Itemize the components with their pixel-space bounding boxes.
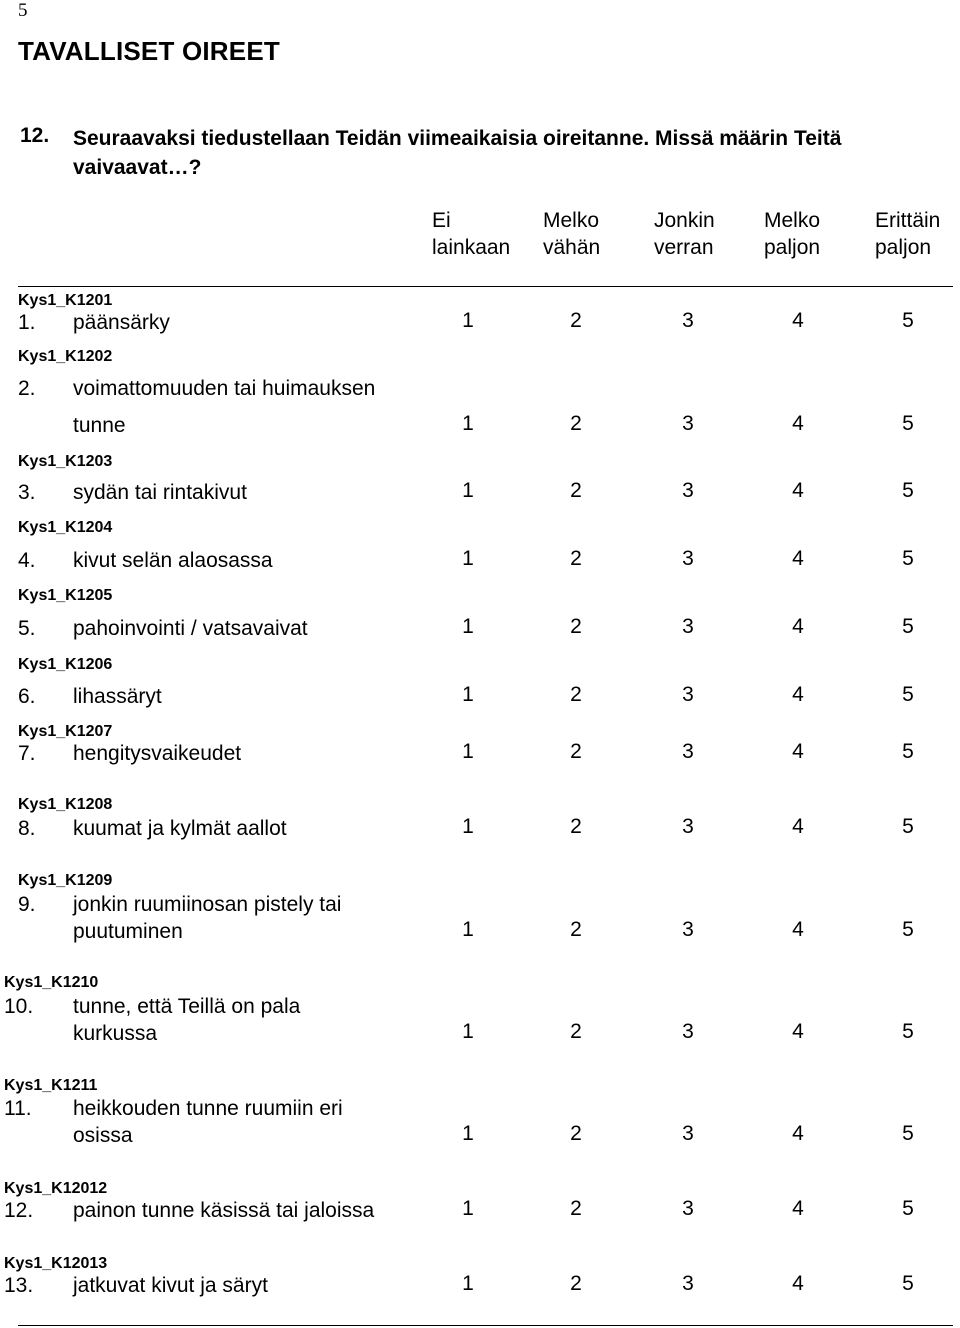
item-text: painon tunne käsissä tai jaloissa [73,1199,375,1222]
bottom-divider [18,1325,953,1326]
option-2[interactable]: 2 [570,918,582,941]
option-5[interactable]: 5 [902,918,914,941]
option-1[interactable]: 1 [462,683,474,706]
option-5[interactable]: 5 [902,1197,914,1220]
item-text: pahoinvointi / vatsavaivat [73,617,308,640]
option-1[interactable]: 1 [462,1122,474,1145]
item-code: Kys1_K1201 [18,292,113,309]
scale-header-line1: Jonkin [654,209,715,232]
item-number: 13. [4,1274,34,1297]
option-1[interactable]: 1 [462,1272,474,1295]
option-2[interactable]: 2 [570,1020,582,1043]
item-code: Kys1_K1207 [18,723,113,740]
option-3[interactable]: 3 [682,1272,694,1295]
item-number: 5. [18,617,36,640]
scale-header-line2: lainkaan [432,236,511,259]
item-code: Kys1_K1205 [18,587,113,604]
item-text: päänsärky [73,311,170,334]
option-3[interactable]: 3 [682,547,694,570]
header-divider [18,286,953,287]
item-text: kurkussa [73,1022,158,1045]
option-1[interactable]: 1 [462,412,474,435]
section-title: TAVALLISET OIREET [18,36,280,66]
option-2[interactable]: 2 [570,683,582,706]
option-1[interactable]: 1 [462,479,474,502]
option-4[interactable]: 4 [792,815,804,838]
item-code: Kys1_K1202 [18,348,113,365]
option-5[interactable]: 5 [902,479,914,502]
option-3[interactable]: 3 [682,815,694,838]
option-3[interactable]: 3 [682,1020,694,1043]
item-text: hengitysvaikeudet [73,742,242,765]
option-4[interactable]: 4 [792,309,804,332]
scale-header-line2: vähän [543,236,601,259]
item-text: puutuminen [73,920,183,943]
option-3[interactable]: 3 [682,479,694,502]
option-5[interactable]: 5 [902,1020,914,1043]
option-2[interactable]: 2 [570,309,582,332]
option-2[interactable]: 2 [570,615,582,638]
item-number: 7. [18,742,36,765]
option-4[interactable]: 4 [792,918,804,941]
item-code: Kys1_K12013 [4,1255,108,1272]
option-2[interactable]: 2 [570,479,582,502]
page-number: 5 [18,0,28,21]
option-2[interactable]: 2 [570,740,582,763]
scale-header-4 [764,207,820,261]
option-3[interactable]: 3 [682,683,694,706]
item-text: kivut selän alaosassa [73,549,273,572]
option-2[interactable]: 2 [570,412,582,435]
question-text: Seuraavaksi tiedustellaan Teidän viimeaikaisia oireitanne. Missä määrin Teitä vaivaavat…? [73,127,842,179]
option-5[interactable]: 5 [902,309,914,332]
item-number: 9. [18,893,36,916]
item-code: Kys1_K1206 [18,656,113,673]
item-code: Kys1_K1208 [18,796,113,813]
option-3[interactable]: 3 [682,740,694,763]
option-1[interactable]: 1 [462,918,474,941]
item-text: osissa [73,1124,133,1147]
option-4[interactable]: 4 [792,740,804,763]
option-4[interactable]: 4 [792,412,804,435]
item-number: 12. [4,1199,34,1222]
item-code: Kys1_K1203 [18,453,113,470]
item-text: tunne, että Teillä on pala [73,995,301,1018]
item-number: 1. [18,311,36,334]
option-1[interactable]: 1 [462,1197,474,1220]
option-1[interactable]: 1 [462,815,474,838]
item-number: 3. [18,481,36,504]
option-2[interactable]: 2 [570,547,582,570]
item-number: 6. [18,685,36,708]
option-2[interactable]: 2 [570,1197,582,1220]
option-5[interactable]: 5 [902,1122,914,1145]
item-text: voimattomuuden tai huimauksen [73,377,376,400]
scale-header-5 [875,207,940,261]
item-number: 11. [4,1097,32,1120]
scale-header-line1: Melko [543,209,600,232]
option-3[interactable]: 3 [682,615,694,638]
item-text: jatkuvat kivut ja säryt [73,1274,268,1297]
item-number: 4. [18,549,36,572]
scale-header-line1: Erittäin [875,209,941,232]
item-code: Kys1_K1204 [18,519,113,536]
option-4[interactable]: 4 [792,1272,804,1295]
item-text: kuumat ja kylmät aallot [73,817,287,840]
option-5[interactable]: 5 [902,683,914,706]
option-5[interactable]: 5 [902,815,914,838]
scale-header-line1: Melko [764,209,821,232]
option-5[interactable]: 5 [902,547,914,570]
option-1[interactable]: 1 [462,615,474,638]
item-text: lihassäryt [73,685,162,708]
scale-header-2 [543,207,600,261]
option-5[interactable]: 5 [902,1272,914,1295]
option-1[interactable]: 1 [462,1020,474,1043]
scale-header-line2: paljon [764,236,821,259]
item-text: heikkouden tunne ruumiin eri [73,1097,343,1120]
item-text: jonkin ruumiinosan pistely tai [73,893,342,916]
item-text: sydän tai rintakivut [73,481,247,504]
option-3[interactable]: 3 [682,1122,694,1145]
item-code: Kys1_K1209 [18,872,113,889]
scale-header-line1: Ei [432,209,451,232]
option-3[interactable]: 3 [682,1197,694,1220]
item-text: tunne [73,414,126,437]
item-code: Kys1_K1211 [4,1077,98,1094]
option-5[interactable]: 5 [902,412,914,435]
option-3[interactable]: 3 [682,412,694,435]
option-2[interactable]: 2 [570,815,582,838]
option-5[interactable]: 5 [902,740,914,763]
option-1[interactable]: 1 [462,309,474,332]
item-code: Kys1_K1210 [4,974,99,991]
option-5[interactable]: 5 [902,615,914,638]
option-4[interactable]: 4 [792,479,804,502]
option-3[interactable]: 3 [682,309,694,332]
question-number: 12. [20,124,50,147]
item-number: 2. [18,377,36,400]
scale-header-3 [654,207,715,261]
option-1[interactable]: 1 [462,740,474,763]
option-1[interactable]: 1 [462,547,474,570]
option-4[interactable]: 4 [792,547,804,570]
option-4[interactable]: 4 [792,1122,804,1145]
item-number: 8. [18,817,36,840]
scale-header-line2: paljon [875,236,932,259]
option-2[interactable]: 2 [570,1122,582,1145]
scale-header-line2: verran [654,236,714,259]
option-3[interactable]: 3 [682,918,694,941]
scale-header-1 [432,207,510,261]
option-4[interactable]: 4 [792,1197,804,1220]
option-2[interactable]: 2 [570,1272,582,1295]
option-4[interactable]: 4 [792,683,804,706]
option-4[interactable]: 4 [792,1020,804,1043]
item-number: 10. [4,995,34,1018]
option-4[interactable]: 4 [792,615,804,638]
item-code: Kys1_K12012 [4,1180,108,1197]
